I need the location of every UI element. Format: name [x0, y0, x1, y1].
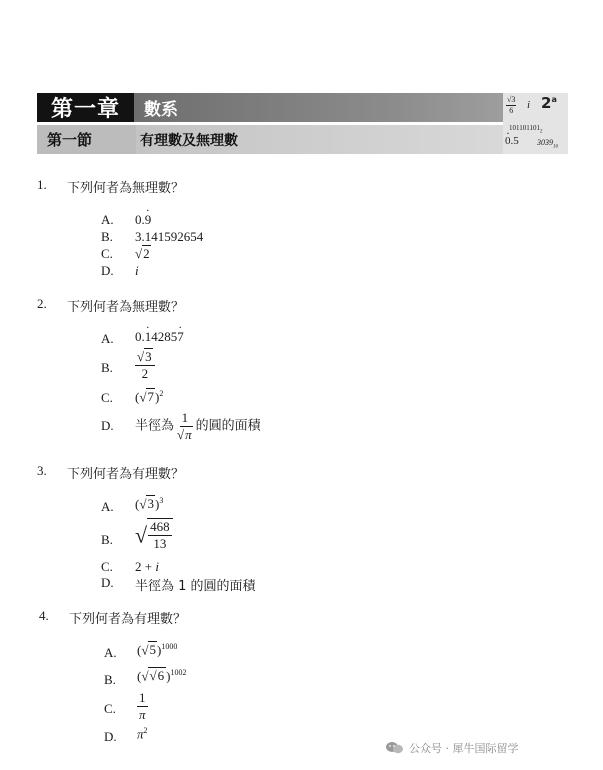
option-letter: A.: [104, 645, 117, 660]
option-value: √ $\frac{468}{13}$: [135, 518, 173, 552]
deco-fraction: $\frac{√3}{6}$: [507, 95, 516, 115]
section-title: 有理數及無理數: [136, 125, 568, 154]
option-letter: C.: [101, 390, 113, 405]
question-number: 1.: [37, 177, 47, 192]
deco-i: i: [527, 99, 531, 111]
option-value: 0.9 ·: [135, 212, 151, 228]
option-value: 半徑為 $\frac{1}{√\pi}$ 的圓的面積: [135, 410, 261, 442]
option-value: $\frac{√3}{2}$: [135, 349, 155, 382]
option-value: $(√7)^2$: [135, 389, 164, 405]
option-letter: B.: [101, 532, 113, 547]
option-value: i: [135, 263, 139, 278]
section-label: 第一節: [37, 125, 136, 154]
option-value: (√√6 )$^{1002}$: [137, 668, 187, 684]
watermark: [385, 740, 519, 756]
question-number: 4.: [39, 608, 49, 623]
question-text: 下列何者為有理數？: [67, 467, 185, 482]
option-value: √2: [135, 246, 150, 261]
option-letter: D.: [101, 418, 114, 433]
deco-binary: $101101101_2$: [509, 124, 543, 135]
question-text: 下列何者為無理數？: [67, 300, 185, 315]
question-text: 下列何者為有理數？: [69, 612, 187, 627]
chapter-title: 數系: [134, 93, 568, 122]
option-value: $(√3)^3$: [135, 496, 164, 512]
option-letter: C.: [101, 246, 113, 261]
option-letter: D.: [104, 729, 117, 744]
question-number: 2.: [37, 296, 47, 311]
option-value: $\pi^2$: [137, 726, 148, 742]
option-value: 半徑為 1 的圓的面積: [135, 579, 256, 594]
deco-power: 2$^a$: [541, 94, 557, 112]
watermark-text: 公众号 · 犀牛国际留学: [409, 742, 519, 755]
deco-repeating: 0.5 ·: [505, 135, 519, 147]
option-value: $\frac{1}{\pi}$: [138, 690, 146, 722]
header-decoration: [503, 93, 568, 154]
option-letter: A.: [101, 499, 114, 514]
option-letter: A.: [101, 212, 114, 227]
option-letter: B.: [101, 229, 113, 244]
option-letter: B.: [104, 672, 116, 687]
option-letter: C.: [101, 559, 113, 574]
option-letter: D.: [101, 263, 114, 278]
question-number: 3.: [37, 463, 47, 478]
question-text: 下列何者為無理數？: [67, 181, 185, 196]
wechat-icon: [385, 741, 405, 755]
chapter-header-row: [37, 93, 568, 122]
chapter-label: 第一章: [37, 93, 134, 122]
option-value: 2 + i: [135, 559, 159, 574]
option-letter: A.: [101, 331, 114, 346]
deco-hex: $3039_{16}$: [537, 138, 558, 150]
section-header-row: [37, 125, 568, 154]
option-letter: C.: [104, 701, 116, 716]
option-value: $(√5)^{1000}$: [137, 642, 178, 658]
option-value: 3.141592654: [135, 229, 204, 244]
option-letter: D.: [101, 575, 114, 590]
option-value: 0.1 ·42857 ·: [135, 329, 184, 345]
option-letter: B.: [101, 360, 113, 375]
